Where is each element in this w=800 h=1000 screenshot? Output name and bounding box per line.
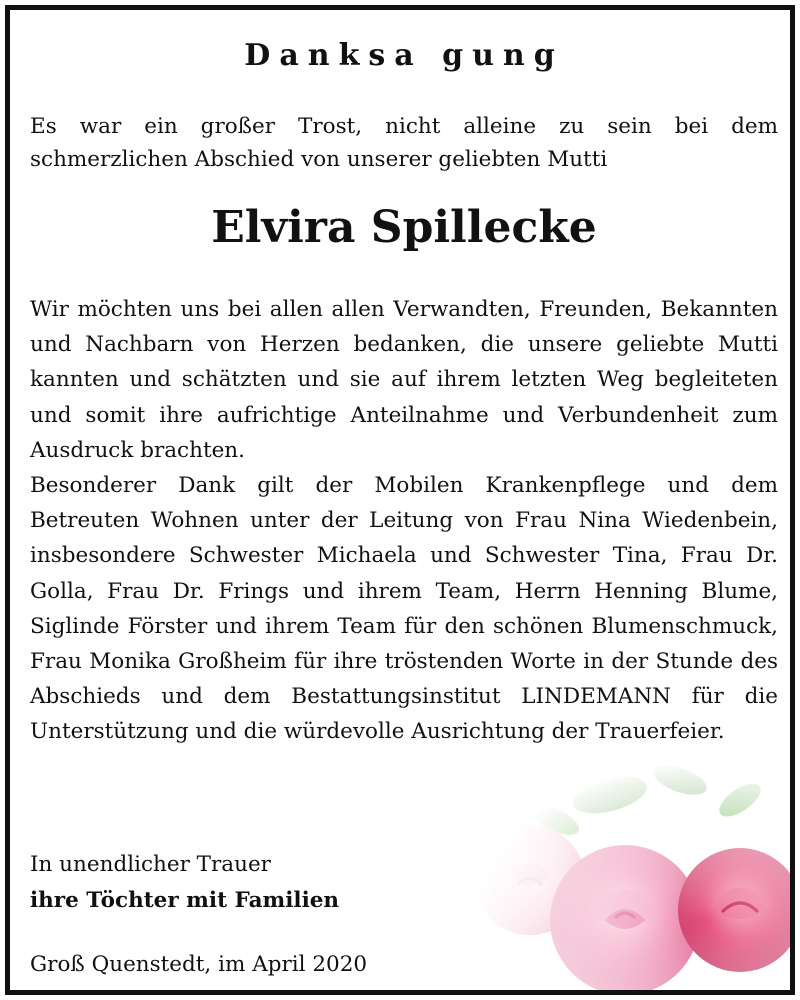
notice-title: Danksa gung [244,38,564,73]
intro-text: Es war ein großer Trost, nicht alleine zu sein bei dem schmerzlichen Abschied von unserer geliebten Mutti [30,114,778,172]
obituary-frame [5,5,795,995]
thanks-paragraph-1: Wir möchten uns bei allen allen Verwandten, Freunden, Bekannten und Nachbarn von Herzen bedanken, die unsere geliebte Mutti kannten und schätzten und sie auf ihrem letzten Weg begleiteten und somit ihre aufrichtige Anteilnahme und Verbundenheit zum Ausdruck brachten. [30,297,778,463]
thanks-paragraph-2: Besonderer Dank gilt der Mobilen Krankenpflege und dem Betreuten Wohnen unter der Leitung von Frau Nina Wiedenbein, insbesondere Schwester Michaela und Schwester Tina, Frau Dr. Golla, Frau Dr. Frings und ihrem Team, Herrn Henning Blume, Siglinde Förster und ihrem Team für den schönen Blumenschmuck, Frau Monika Großheim für ihre tröstenden Worte in der Stunde des Abschieds und dem Bestattungsinstitut LINDEMANN für die Unterstützung und die würdevolle Ausrichtung der Trauerfeier. [30,473,778,745]
signature: ihre Töchter mit Familien [30,888,340,913]
roses-image [460,760,790,990]
deceased-name: Elvira Spillecke [211,202,597,253]
thanks-body [30,292,778,750]
closing-line: In unendlicher Trauer [30,852,271,877]
place-date: Groß Quenstedt, im April 2020 [30,952,368,977]
